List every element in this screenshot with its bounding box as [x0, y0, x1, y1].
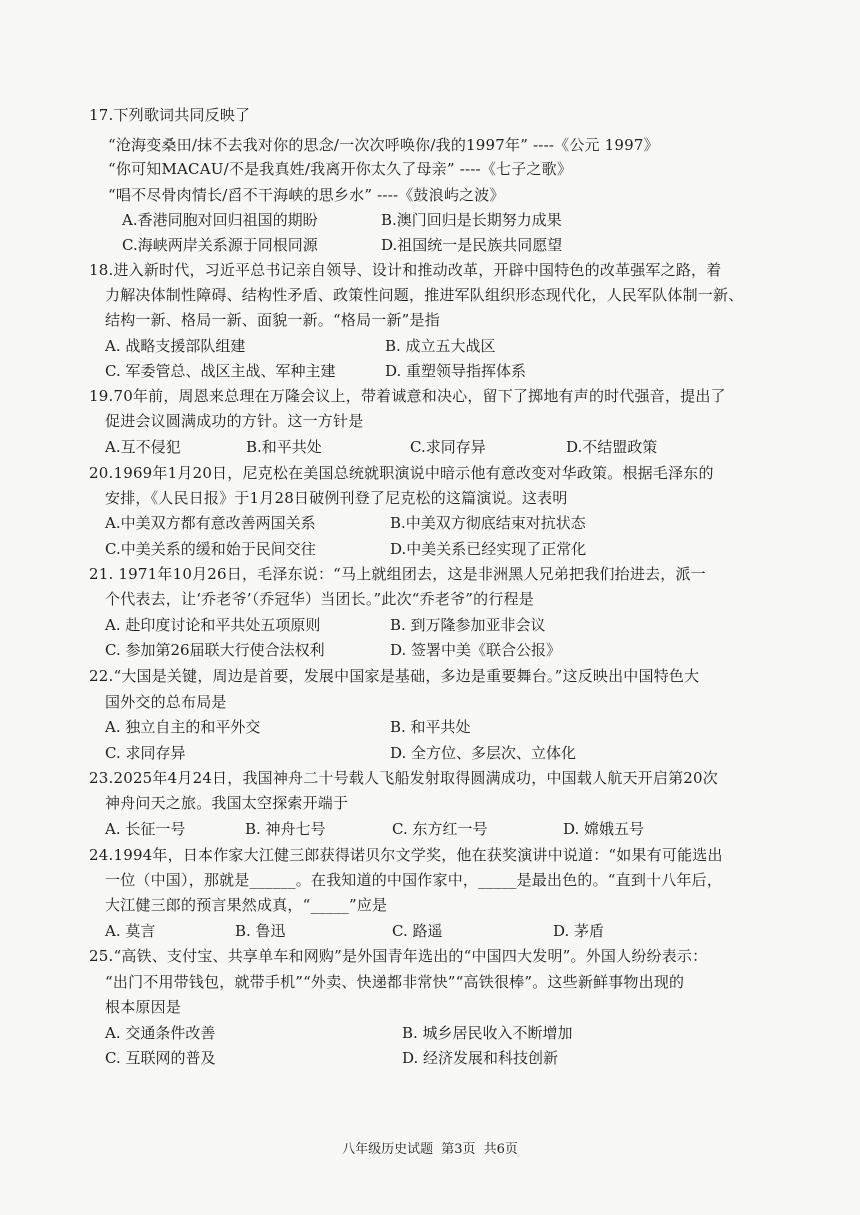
question-25-stem-1: 25.“高铁、支付宝、共享单车和网购”是外国青年选出的“中国四大发明”。外国人纷纷表示：	[89, 947, 708, 965]
question-24-stem-1: 24.1994年，日本作家大江健三郎获得诺贝尔文学奖，他在获奖演讲中说道：“如果有可能选出	[89, 846, 723, 864]
question-20-option-b[interactable]: B.中美双方彻底结束对抗状态	[390, 514, 586, 532]
question-22-stem-1: 22.“大国是关键，周边是首要，发展中国家是基础，多边是重要舞台。”这反映出中国特色大	[89, 667, 700, 685]
question-24-option-a[interactable]: A. 莫言	[105, 922, 156, 940]
question-21-stem-2: 个代表去，让‘乔老爷’（乔冠华）当团长。”此次“乔老爷”的行程是	[105, 590, 534, 608]
question-23-stem-2: 神舟问天之旅。我国太空探索开端于	[105, 794, 349, 812]
question-17-option-a[interactable]: A.香港同胞对回归祖国的期盼	[122, 211, 318, 229]
question-23-option-a[interactable]: A. 长征一号	[105, 820, 186, 838]
question-24-stem-3: 大江健三郎的预言果然成真，“_____”应是	[105, 896, 388, 914]
question-20-stem-2: 安排，《人民日报》于1月28日破例刊登了尼克松的这篇演说。这表明	[105, 489, 568, 507]
question-23-option-b[interactable]: B. 神舟七号	[245, 820, 326, 838]
question-25-option-c[interactable]: C. 互联网的普及	[105, 1049, 216, 1067]
footer-title: 八年级历史试题	[342, 1142, 434, 1157]
question-17-quote-2: “你可知MACAU/不是我真姓/我离开你太久了母亲” ----《七子之歌》	[108, 160, 573, 178]
question-20-option-d[interactable]: D.中美关系已经实现了正常化	[390, 540, 587, 558]
question-21-option-d[interactable]: D. 签署中美《联合公报》	[390, 641, 562, 659]
page-footer	[0, 1141, 860, 1159]
question-21-stem-1: 21. 1971年10月26日，毛泽东说：“马上就组团去，这是非洲黑人兄弟把我们抬进去，派一	[89, 565, 706, 583]
question-20-option-a[interactable]: A.中美双方都有意改善两国关系	[105, 514, 316, 532]
footer-page-number: 第3页	[441, 1142, 476, 1157]
question-20-option-c[interactable]: C.中美关系的缓和始于民间交往	[105, 540, 316, 558]
question-25-stem-2: “出门不用带钱包，就带手机”“外卖、快递都非常快”“高铁很棒”。这些新鲜事物出现的	[105, 973, 685, 991]
question-17-option-b[interactable]: B.澳门回归是长期努力成果	[381, 211, 562, 229]
question-22-option-c[interactable]: C. 求同存异	[105, 744, 186, 762]
question-22-stem-2: 国外交的总布局是	[105, 693, 227, 711]
question-17-stem: 17.下列歌词共同反映了	[89, 106, 251, 124]
question-25-option-a[interactable]: A. 交通条件改善	[105, 1024, 216, 1042]
question-18-stem-1: 18.进入新时代，习近平总书记亲自领导、设计和推动改革，开辟中国特色的改革强军之路，着	[89, 261, 722, 279]
question-18-option-c[interactable]: C. 军委管总、战区主战、军种主建	[105, 362, 336, 380]
question-24-stem-2: 一位（中国），那就是______。在我知道的中国作家中，_____是最出色的。“直到十八年后，	[105, 871, 723, 889]
question-17-option-c[interactable]: C.海峡两岸关系源于同根同源	[122, 236, 318, 254]
question-17-quote-3: “唱不尽骨肉情长/舀不干海峡的思乡水” ----《鼓浪屿之波》	[108, 186, 505, 204]
question-19-option-c[interactable]: C.求同存异	[410, 438, 486, 456]
question-22-option-a[interactable]: A. 独立自主的和平外交	[105, 718, 261, 736]
question-18-stem-2: 力解决体制性障碍、结构性矛盾、政策性问题，推进军队组织形态现代化，人民军队体制一新、	[105, 286, 744, 304]
question-21-option-c[interactable]: C. 参加第26届联大行使合法权利	[105, 641, 325, 659]
question-23-option-c[interactable]: C. 东方红一号	[392, 820, 488, 838]
question-22-option-d[interactable]: D. 全方位、多层次、立体化	[390, 744, 577, 762]
question-24-option-d[interactable]: D. 茅盾	[553, 922, 605, 940]
question-17-option-d[interactable]: D.祖国统一是民族共同愿望	[381, 236, 563, 254]
question-19-option-a[interactable]: A.互不侵犯	[105, 438, 181, 456]
question-18-option-d[interactable]: D. 重塑领导指挥体系	[385, 362, 527, 380]
question-18-option-b[interactable]: B. 成立五大战区	[385, 337, 496, 355]
question-24-option-c[interactable]: C. 路遥	[392, 922, 443, 940]
question-21-option-a[interactable]: A. 赴印度讨论和平共处五项原则	[105, 616, 321, 634]
question-21-option-b[interactable]: B. 到万隆参加亚非会议	[390, 616, 546, 634]
question-24-option-b[interactable]: B. 鲁迅	[235, 922, 286, 940]
question-19-option-b[interactable]: B.和平共处	[246, 438, 322, 456]
question-18-option-a[interactable]: A. 战略支援部队组建	[105, 337, 246, 355]
question-22-option-b[interactable]: B. 和平共处	[390, 718, 471, 736]
question-23-option-d[interactable]: D. 嫦娥五号	[563, 820, 645, 838]
question-23-stem-1: 23.2025年4月24日，我国神舟二十号载人飞船发射取得圆满成功，中国载人航天开启第20次	[89, 769, 718, 787]
footer-total-pages: 共6页	[483, 1142, 518, 1157]
question-19-option-d[interactable]: D.不结盟政策	[566, 438, 658, 456]
question-19-stem-1: 19.70年前，周恩来总理在万隆会议上，带着诚意和决心，留下了掷地有声的时代强音，提出了	[89, 387, 726, 405]
question-25-option-b[interactable]: B. 城乡居民收入不断增加	[402, 1024, 573, 1042]
question-20-stem-1: 20.1969年1月20日，尼克松在美国总统就职演说中暗示他有意改变对华政策。根据毛泽东的	[89, 464, 714, 482]
question-17-quote-1: “沧海变桑田/抹不去我对你的思念/一次次呼唤你/我的1997年” ----《公元 1997》	[108, 136, 659, 154]
question-19-stem-2: 促进会议圆满成功的方针。这一方针是	[105, 412, 364, 430]
question-25-stem-3: 根本原因是	[105, 998, 182, 1016]
question-25-option-d[interactable]: D. 经济发展和科技创新	[402, 1049, 559, 1067]
question-18-stem-3: 结构一新、格局一新、面貌一新。“格局一新”是指	[105, 311, 440, 329]
